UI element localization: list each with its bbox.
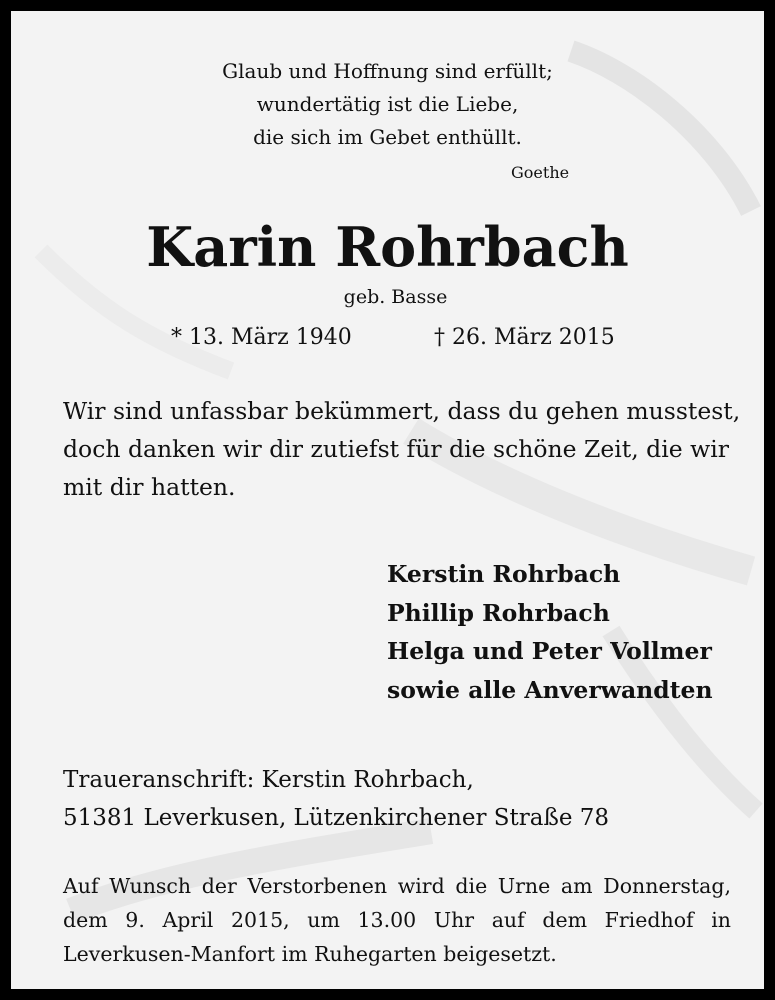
death-date: † 26. März 2015 bbox=[434, 325, 615, 350]
maiden-name: geb. Basse bbox=[343, 286, 448, 308]
address-line: 51381 Leverkusen, Lützenkirchener Straße 78 bbox=[63, 805, 610, 831]
deceased-name: Karin Rohrbach bbox=[146, 215, 629, 279]
burial-notice: Auf Wunsch der Verstorbenen wird die Urne am Donnerstag, dem 9. April 2015, um 13.00 Uhr auf dem Friedhof in Leverkusen-Manfort im Ruhegarten beigesetzt. bbox=[63, 874, 731, 966]
condolence-message: Wir sind unfassbar bekümmert, dass du gehen musstest, doch danken wir dir zutiefst für die schöne Zeit, die wir mit dir hatten. bbox=[63, 397, 741, 501]
mourning-address bbox=[63, 761, 609, 837]
family-list bbox=[387, 555, 713, 709]
poem-line: wundertätig ist die Liebe, bbox=[256, 92, 519, 116]
family-member: Helga und Peter Vollmer bbox=[387, 637, 712, 665]
birth-date: * 13. März 1940 bbox=[171, 325, 352, 350]
poem-line: Glaub und Hoffnung sind erfüllt; bbox=[222, 59, 553, 83]
poem-line: die sich im Gebet enthüllt. bbox=[253, 125, 522, 149]
poem-author: Goethe bbox=[511, 163, 570, 182]
family-member: Kerstin Rohrbach bbox=[387, 560, 621, 588]
poem-quote bbox=[11, 55, 764, 154]
family-member: sowie alle Anverwandten bbox=[387, 675, 713, 704]
family-member: Phillip Rohrbach bbox=[387, 598, 610, 627]
address-line: Traueranschrift: Kerstin Rohrbach, bbox=[63, 767, 474, 793]
